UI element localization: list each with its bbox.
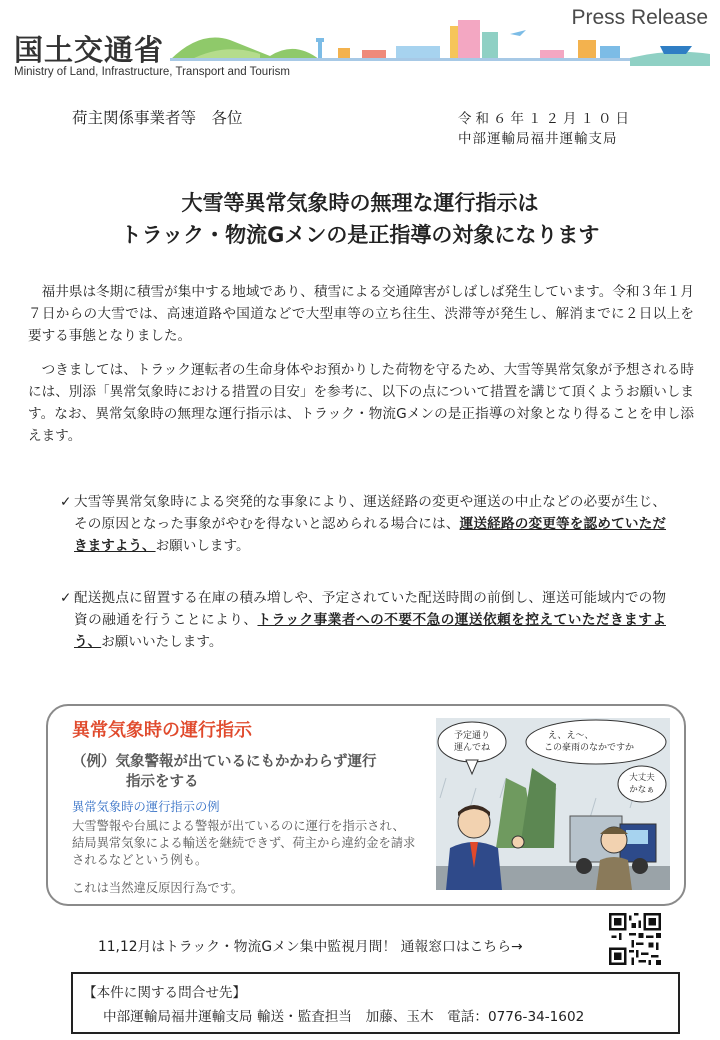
contact-details: 中部運輸局福井運輸支局 輸送・監査担当 加藤、玉木 電話：0776-34-1602 <box>103 1009 585 1025</box>
contact-box <box>71 972 680 1034</box>
page-header <box>0 0 720 88</box>
request-paragraph: つきましては、トラック運転者の生命身体やお預かりした荷物を守るため、大雪等異常気象が予想される時には、別添「異常気象時における措置の目安」を参考に、以下の点について措置を講じて頂くようお願いします。なお、異常気象時の無理な運行指示は、トラック・物流Gメンの是正指導の対象となり得ることを申し添えます。 <box>28 362 694 444</box>
example-box-subheading: 異常気象時の運行指示の例 <box>72 800 220 814</box>
check-icon: ✓ <box>60 590 72 606</box>
storm-truck-illustration <box>436 718 670 890</box>
qr-code[interactable] <box>609 913 661 965</box>
intro-paragraph: 福井県は冬期に積雪が集中する地域であり、積雪による交通障害がしばしば発生しています。令和３年１月７日からの大雪では、高速道路や国道などで大型車等の立ち往生、渋滞等が発生し、解消までに２日以上を要する事態となりました。 <box>28 284 694 344</box>
request-text: 大雪等異常気象時による突発的な事象により、運送経路の変更や運送の中止などの必要が生じ、その原因となった事象がやむを得ないと認められる場合には、 <box>74 494 666 532</box>
bubble-driver-line-1: え、え〜、 <box>548 731 594 741</box>
bubble-shipper-line-2: 運んでね <box>453 743 491 753</box>
ministry-name-ja: 国土交通省 <box>14 33 165 67</box>
issuing-office: 中部運輸局福井運輸支局 <box>458 131 618 147</box>
bubble-worry-line-2: かなぁ <box>629 785 655 795</box>
request-item-route-change <box>60 491 666 557</box>
title-line-1: 大雪等異常気象時の無理な運行指示は <box>181 191 539 215</box>
request-ending: お願いいたします。 <box>101 634 223 650</box>
ministry-name-en: Ministry of Land, Infrastructure, Transport and Tourism <box>14 66 290 78</box>
example-box-heading: 異常気象時の運行指示 <box>72 720 252 741</box>
request-text: 配送拠点に留置する在庫の積み増しや、予定されていた配送時間の前倒し、運送可能域内での物資の融通を行うことにより、 <box>74 590 666 628</box>
title-line-2: トラック・物流Gメンの是正指導の対象になります <box>120 223 600 247</box>
bubble-worry-line-1: 大丈夫 <box>629 773 655 783</box>
example-line-1: （例）気象警報が出ているにもかかわらず運行 <box>72 754 377 770</box>
example-box-note: これは当然違反原因行為です。 <box>72 881 244 895</box>
example-box-body: 大雪警報や台風による警報が出ているのに運行を指示され、結局異常気象による輸送を継続できず、荷主から違約金を請求されるなどという例も。 <box>72 819 416 867</box>
request-emphasis: トラック事業者への不要不急の運送依頼を控えていただきますよう、 <box>74 612 666 650</box>
contact-heading: 【本件に関する問合せ先】 <box>83 985 247 1001</box>
release-date: 令和６年１２月１０日 <box>458 111 633 127</box>
monitoring-notice: 11,12月はトラック・物流Gメン集中監視月間！ 通報窓口はこちら→ <box>98 939 523 955</box>
request-ending: お願いします。 <box>155 538 250 554</box>
check-icon: ✓ <box>60 494 72 510</box>
city-skyline-illustration <box>170 10 710 70</box>
request-item-avoid-urgent-orders <box>60 587 666 653</box>
example-line-2: 指示をする <box>126 774 199 790</box>
request-emphasis: 運送経路の変更等を認めていただきますよう、 <box>74 516 667 554</box>
press-release-label: Press Release <box>571 6 708 29</box>
bubble-shipper-line-1: 予定通り <box>453 731 491 741</box>
example-box <box>46 704 686 906</box>
addressee: 荷主関係事業者等 各位 <box>72 109 243 127</box>
bubble-driver-line-2: この豪雨のなかですか <box>544 743 635 753</box>
